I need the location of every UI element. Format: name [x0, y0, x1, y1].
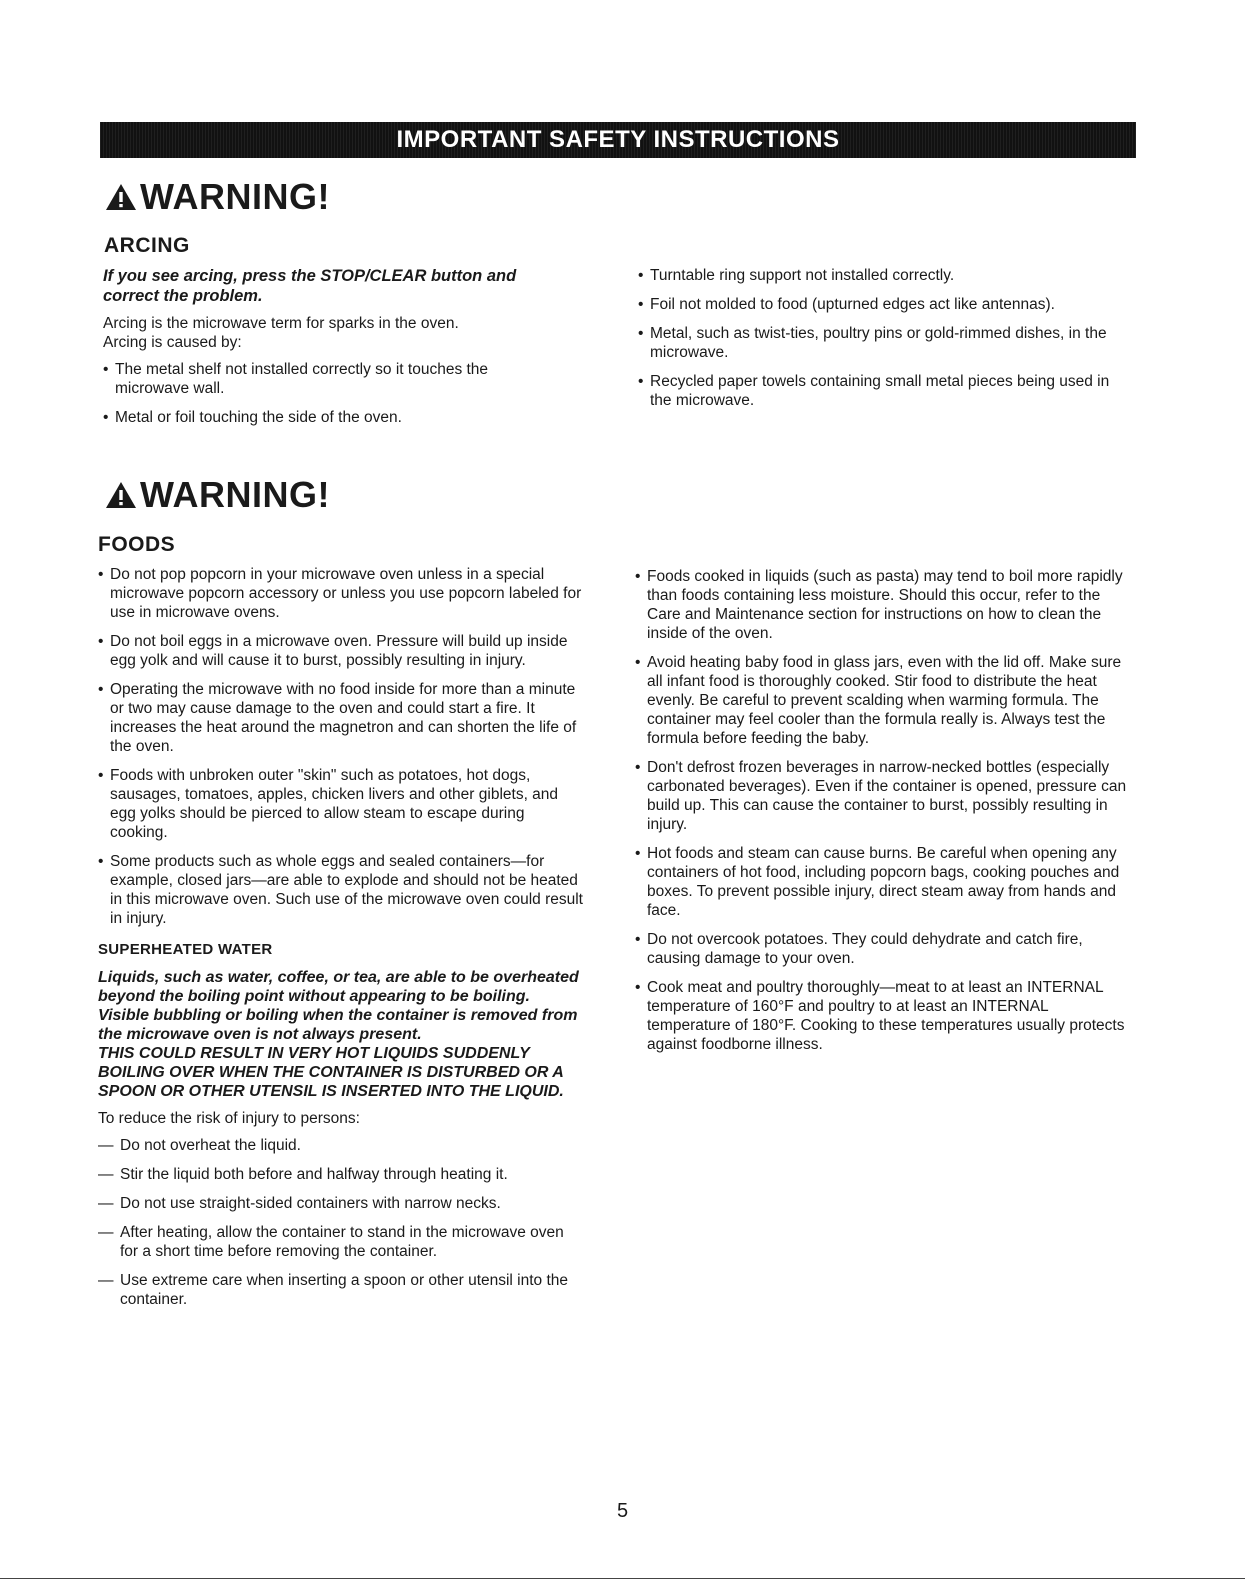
list-item: • Foods cooked in liquids (such as pasta) may tend to boil more rapidly than foods containing less moisture. Should this occur, refer to the Care and Maintenance section for instructions on how to clean the inside of the oven. — [635, 567, 1130, 643]
list-item: — Use extreme care when inserting a spoon or other utensil into the container. — [98, 1271, 585, 1309]
foods-warning-heading — [104, 474, 330, 516]
foods-left-list — [98, 565, 585, 928]
superheated-caps-text: THIS COULD RESULT IN VERY HOT LIQUIDS SUDDENLY BOILING OVER WHEN THE CONTAINER IS DISTURBED OR A SPOON OR OTHER UTENSIL IS INSERTED INTO THE LIQUID. — [98, 1045, 564, 1100]
list-item: • Avoid heating baby food in glass jars, even with the lid off. Make sure all infant food is thoroughly cooked. Stir food to distribute the heat evenly. Be careful to prevent scalding when warming formula. The container may feel cooler than the formula really is. Always test the formula before feeding the baby. — [635, 653, 1130, 748]
warning-label: WARNING! — [140, 176, 330, 217]
arcing-right-column — [638, 266, 1128, 420]
arcing-left-list — [103, 360, 553, 427]
foods-right-list — [635, 567, 1130, 1054]
list-item: • Hot foods and steam can cause burns. Be careful when opening any containers of hot food, including popcorn bags, cooking pouches and boxes. To prevent possible injury, direct steam away from hands and face. — [635, 844, 1130, 920]
superheated-water-title: SUPERHEATED WATER — [98, 941, 273, 958]
list-item: • Metal, such as twist-ties, poultry pins or gold-rimmed dishes, in the microwave. — [638, 324, 1128, 362]
list-item: • Do not boil eggs in a microwave oven. Pressure will build up inside egg yolk and will cause it to burst, possibly resulting in injury. — [98, 632, 585, 670]
arcing-warning-heading — [104, 176, 330, 218]
list-item: • Cook meat and poultry thoroughly—meat to at least an INTERNAL temperature of 160°F and poultry to at least an INTERNAL temperature of 180°F. Cooking to these temperatures usually protects against foodborne illness. — [635, 978, 1130, 1054]
list-item: • Turntable ring support not installed correctly. — [638, 266, 1128, 285]
warning-triangle-icon — [104, 182, 138, 212]
warning-label: WARNING! — [140, 474, 330, 515]
bottom-rule — [0, 1578, 1245, 1579]
foods-left-column — [98, 565, 585, 1319]
superheated-warning-sentence: Liquids, such as water, coffee, or tea, are able to be overheated beyond the boiling point without appearing to be boiling. Visible bubbling or boiling when the container is removed from the microwave oven is not always present. — [98, 969, 579, 1043]
list-item: • Foil not molded to food (upturned edges act like antennas). — [638, 295, 1128, 314]
foods-title: FOODS — [98, 533, 176, 556]
warning-triangle-icon — [104, 480, 138, 510]
page-number: 5 — [616, 1500, 629, 1522]
list-item: — Do not overheat the liquid. — [98, 1136, 585, 1155]
list-item: • Foods with unbroken outer "skin" such as potatoes, hot dogs, sausages, tomatoes, apples, chicken livers and other giblets, and egg yolks should be pierced to allow steam to escape during cooking. — [98, 766, 585, 842]
arcing-right-list — [638, 266, 1128, 410]
list-item: — Do not use straight-sided containers with narrow necks. — [98, 1194, 585, 1213]
list-item: • Operating the microwave with no food inside for more than a minute or two may cause damage to the oven and could start a fire. It increases the heat around the magnetron and can shorten the life of the oven. — [98, 680, 585, 756]
list-item: • The metal shelf not installed correctly so it touches the microwave wall. — [103, 360, 553, 398]
foods-right-column — [635, 567, 1130, 1064]
superheated-dash-list — [98, 1136, 585, 1309]
superheated-intro: To reduce the risk of injury to persons: — [98, 1110, 360, 1127]
arcing-paragraph: Arcing is caused by: — [103, 334, 242, 351]
list-item: • Don't defrost frozen beverages in narrow-necked bottles (especially carbonated beverages). Even if the container is opened, pressure can build up. This can cause the container to burst, possibly resulting in injury. — [635, 758, 1130, 834]
arcing-title: ARCING — [104, 234, 190, 257]
list-item: • Some products such as whole eggs and sealed containers—for example, closed jars—are able to explode and should not be heated in this microwave oven. Such use of the microwave oven could result in injury. — [98, 852, 585, 928]
list-item: • Metal or foil touching the side of the oven. — [103, 408, 553, 427]
list-item: • Do not overcook potatoes. They could dehydrate and catch fire, causing damage to your oven. — [635, 930, 1130, 968]
arcing-paragraph: Arcing is the microwave term for sparks in the oven. — [103, 315, 459, 332]
list-item: • Recycled paper towels containing small metal pieces being used in the microwave. — [638, 372, 1128, 410]
header-title: IMPORTANT SAFETY INSTRUCTIONS — [396, 126, 840, 153]
header-bar — [100, 122, 1136, 158]
arcing-left-column — [103, 266, 553, 437]
list-item: — After heating, allow the container to stand in the microwave oven for a short time before removing the container. — [98, 1223, 585, 1261]
arcing-intro: If you see arcing, press the STOP/CLEAR button and correct the problem. — [103, 267, 517, 305]
list-item: • Do not pop popcorn in your microwave oven unless in a special microwave popcorn accessory or unless you use popcorn labeled for use in microwave ovens. — [98, 565, 585, 622]
superheated-warning-text — [98, 968, 585, 1101]
list-item: — Stir the liquid both before and halfway through heating it. — [98, 1165, 585, 1184]
